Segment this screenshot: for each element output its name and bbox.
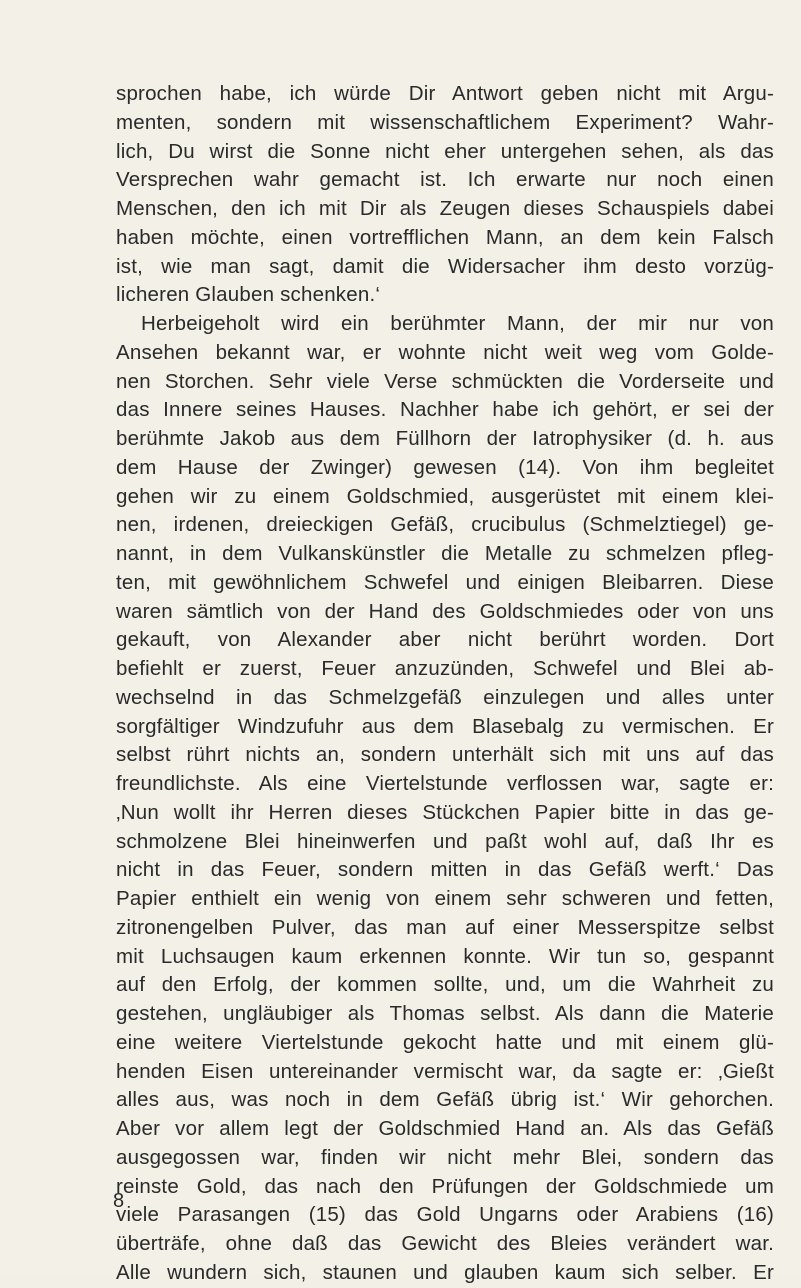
text-line: haben möchte, einen vortrefflichen Mann, an dem kein Falsch — [116, 225, 774, 249]
text-line: licheren Glauben schenken.‘ — [116, 283, 381, 307]
text-line: nen Storchen. Sehr viele Verse schmückten die Vorderseite und — [116, 369, 774, 393]
text-line: nen, irdenen, dreieckigen Gefäß, crucibulus (Schmelztiegel) ge- — [116, 513, 774, 537]
text-line: Alle wundern sich, staunen und glauben kaum sich selber. Er — [116, 1260, 774, 1284]
text-line: Herbeigeholt wird ein berühmter Mann, der mir nur von — [141, 312, 774, 335]
text-line: zitronengelben Pulver, das man auf einer Messerspitze selbst — [116, 915, 774, 939]
text-line: wechselnd in das Schmelzgefäß einzulegen und alles unter — [116, 685, 774, 709]
text-line: reinste Gold, das nach den Prüfungen der Goldschmiede um — [116, 1174, 774, 1198]
text-line: berühmte Jakob aus dem Füllhorn der Iatrophysiker (d. h. aus — [116, 427, 774, 450]
text-line: selbst rührt nichts an, sondern unterhält sich mit uns auf das — [116, 743, 774, 767]
text-line: sprochen habe, ich würde Dir Antwort geben nicht mit Argu- — [116, 82, 774, 105]
text-line: gehen wir zu einem Goldschmied, ausgerüstet mit einem klei- — [116, 484, 774, 508]
text-line: Ansehen bekannt war, er wohnte nicht weit weg vom Golde- — [116, 340, 774, 364]
text-line: alles aus, was noch in dem Gefäß übrig ist.‘ Wir gehorchen. — [116, 1088, 774, 1112]
text-line: ausgegossen war, finden wir nicht mehr Blei, sondern das — [116, 1145, 774, 1169]
text-line: waren sämtlich von der Hand des Goldschmiedes oder von uns — [116, 599, 774, 623]
text-line: Papier enthielt ein wenig von einem sehr schweren und fetten, — [116, 887, 774, 910]
text-line: henden Eisen untereinander vermischt war, da sagte er: ‚Gießt — [116, 1059, 774, 1083]
text-line: ten, mit gewöhnlichem Schwefel und einigen Bleibarren. Diese — [116, 570, 774, 594]
text-line: ist, wie man sagt, damit die Widersacher ihm desto vorzüg- — [116, 254, 774, 278]
text-line: Aber vor allem legt der Goldschmied Hand an. Als das Gefäß — [116, 1117, 774, 1140]
text-line: Menschen, den ich mit Dir als Zeugen dieses Schauspiels dabei — [116, 197, 774, 220]
text-line: eine weitere Viertelstunde gekocht hatte und mit einem glü- — [116, 1030, 774, 1054]
text-line: das Innere seines Hauses. Nachher habe ich gehört, er sei der — [116, 398, 774, 422]
text-line: sorgfältiger Windzufuhr aus dem Blasebalg zu vermischen. Er — [116, 714, 774, 738]
text-line: nicht in das Feuer, sondern mitten in das Gefäß werft.‘ Das — [116, 858, 774, 882]
text-line: ‚Nun wollt ihr Herren dieses Stückchen Papier bitte in das ge- — [116, 800, 774, 824]
paragraph-1 — [116, 80, 774, 310]
text-line: nannt, in dem Vulkanskünstler die Metalle zu schmelzen pfleg- — [116, 542, 774, 565]
page-number: 8 — [113, 1190, 125, 1212]
text-line: gekauft, von Alexander aber nicht berührt worden. Dort — [116, 628, 774, 652]
text-line: schmolzene Blei hineinwerfen und paßt wohl auf, daß Ihr es — [116, 829, 774, 853]
text-line: mit Luchsaugen kaum erkennen konnte. Wir tun so, gespannt — [116, 944, 774, 968]
text-line: überträfe, ohne daß das Gewicht des Bleies verändert war. — [116, 1232, 774, 1255]
text-line: auf den Erfolg, der kommen sollte, und, um die Wahrheit zu — [116, 973, 774, 997]
text-line: freundlichste. Als eine Viertelstunde verflossen war, sagte er: — [116, 772, 774, 795]
paragraph-2 — [116, 310, 774, 1288]
text-line: dem Hause der Zwinger) gewesen (14). Von ihm begleitet — [116, 455, 774, 479]
body-text — [116, 80, 774, 1288]
text-line: menten, sondern mit wissenschaftlichem Experiment? Wahr- — [116, 110, 774, 134]
text-line: gestehen, ungläubiger als Thomas selbst. Als dann die Materie — [116, 1002, 774, 1025]
text-line: befiehlt er zuerst, Feuer anzuzünden, Schwefel und Blei ab- — [116, 657, 774, 680]
text-line: lich, Du wirst die Sonne nicht eher untergehen sehen, als das — [116, 139, 774, 163]
text-line: Versprechen wahr gemacht ist. Ich erwarte nur noch einen — [116, 168, 774, 192]
text-line: viele Parasangen (15) das Gold Ungarns oder Arabiens (16) — [116, 1203, 774, 1227]
